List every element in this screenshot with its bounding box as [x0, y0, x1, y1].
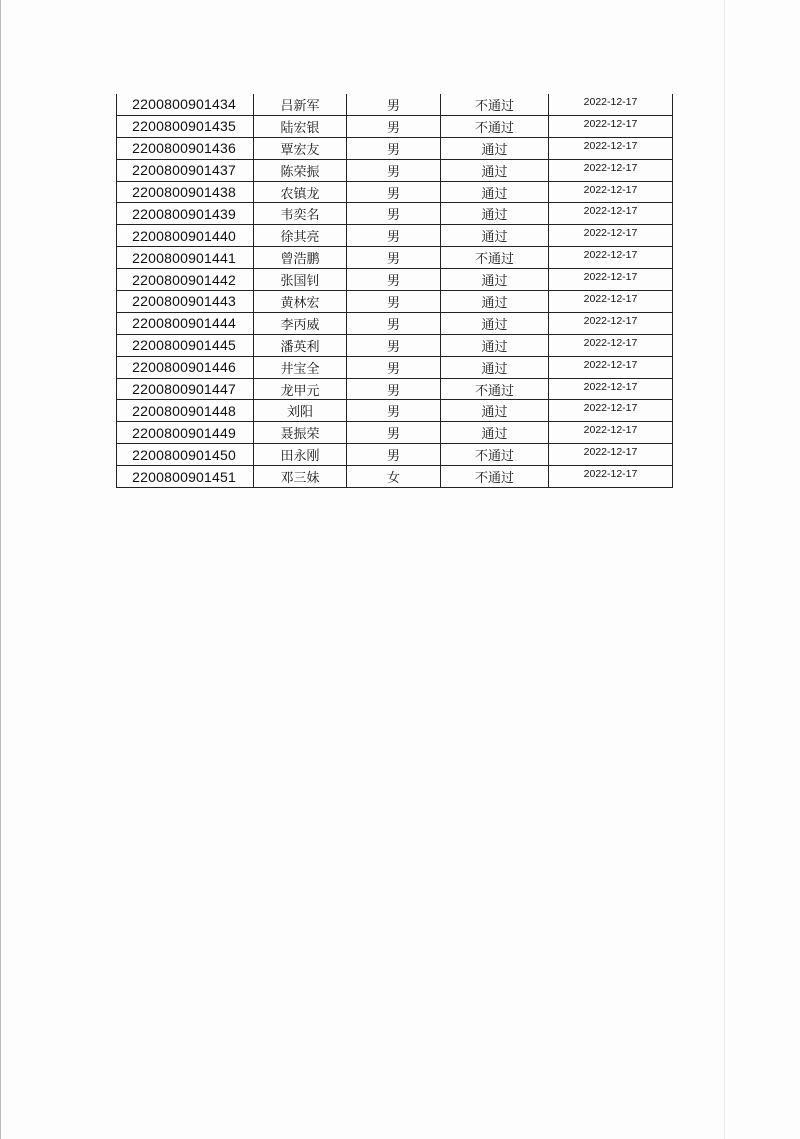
candidate-name-cell: 黄林宏	[254, 291, 347, 313]
gender-cell: 男	[347, 181, 441, 203]
table-row	[117, 269, 673, 291]
result-cell: 通过	[441, 334, 549, 356]
gender-cell: 男	[347, 225, 441, 247]
result-cell: 通过	[441, 203, 549, 225]
candidate-id-cell: 2200800901437	[117, 159, 254, 181]
date-cell: 2022-12-17	[549, 181, 673, 203]
date-cell: 2022-12-17	[549, 466, 673, 488]
table-row	[117, 400, 673, 422]
candidate-id-cell: 2200800901438	[117, 181, 254, 203]
candidate-name-cell: 农镇龙	[254, 181, 347, 203]
date-cell: 2022-12-17	[549, 225, 673, 247]
result-cell: 不通过	[441, 115, 549, 137]
table-row	[117, 203, 673, 225]
result-cell: 不通过	[441, 94, 549, 115]
table-row	[117, 181, 673, 203]
date-cell: 2022-12-17	[549, 312, 673, 334]
result-cell: 通过	[441, 356, 549, 378]
result-cell: 不通过	[441, 247, 549, 269]
result-cell: 通过	[441, 225, 549, 247]
candidate-id-cell: 2200800901436	[117, 137, 254, 159]
gender-cell: 男	[347, 356, 441, 378]
candidate-id-cell: 2200800901443	[117, 291, 254, 313]
date-cell: 2022-12-17	[549, 115, 673, 137]
gender-cell: 男	[347, 269, 441, 291]
candidate-name-cell: 聂振荣	[254, 422, 347, 444]
table-row	[117, 334, 673, 356]
candidate-id-cell: 2200800901448	[117, 400, 254, 422]
table-row	[117, 291, 673, 313]
result-cell: 不通过	[441, 378, 549, 400]
candidate-name-cell: 龙甲元	[254, 378, 347, 400]
candidate-id-cell: 2200800901435	[117, 115, 254, 137]
candidate-id-cell: 2200800901450	[117, 444, 254, 466]
result-cell: 通过	[441, 269, 549, 291]
gender-cell: 女	[347, 466, 441, 488]
gender-cell: 男	[347, 444, 441, 466]
result-cell: 不通过	[441, 444, 549, 466]
candidate-id-cell: 2200800901446	[117, 356, 254, 378]
candidate-id-cell: 2200800901447	[117, 378, 254, 400]
candidate-name-cell: 徐其亮	[254, 225, 347, 247]
date-cell: 2022-12-17	[549, 356, 673, 378]
date-cell: 2022-12-17	[549, 203, 673, 225]
candidate-name-cell: 邓三妹	[254, 466, 347, 488]
candidate-name-cell: 刘阳	[254, 400, 347, 422]
date-cell: 2022-12-17	[549, 291, 673, 313]
result-cell: 通过	[441, 181, 549, 203]
result-cell: 不通过	[441, 466, 549, 488]
candidate-name-cell: 李丙威	[254, 312, 347, 334]
gender-cell: 男	[347, 159, 441, 181]
gender-cell: 男	[347, 115, 441, 137]
result-cell: 通过	[441, 422, 549, 444]
results-table-container	[116, 94, 672, 488]
candidate-id-cell: 2200800901441	[117, 247, 254, 269]
gender-cell: 男	[347, 334, 441, 356]
date-cell: 2022-12-17	[549, 378, 673, 400]
table-row	[117, 247, 673, 269]
table-row	[117, 115, 673, 137]
candidate-name-cell: 张国钊	[254, 269, 347, 291]
result-cell: 通过	[441, 400, 549, 422]
candidate-name-cell: 井宝全	[254, 356, 347, 378]
candidate-id-cell: 2200800901440	[117, 225, 254, 247]
result-cell: 通过	[441, 291, 549, 313]
results-table	[116, 94, 673, 488]
table-row	[117, 356, 673, 378]
table-row	[117, 378, 673, 400]
gender-cell: 男	[347, 422, 441, 444]
scan-edge-mark	[724, 0, 725, 1139]
results-table-body	[117, 94, 673, 488]
table-row	[117, 312, 673, 334]
gender-cell: 男	[347, 312, 441, 334]
table-row	[117, 422, 673, 444]
gender-cell: 男	[347, 400, 441, 422]
candidate-id-cell: 2200800901442	[117, 269, 254, 291]
table-row	[117, 466, 673, 488]
candidate-name-cell: 吕新军	[254, 94, 347, 115]
candidate-id-cell: 2200800901451	[117, 466, 254, 488]
table-row	[117, 159, 673, 181]
candidate-name-cell: 覃宏友	[254, 137, 347, 159]
date-cell: 2022-12-17	[549, 247, 673, 269]
result-cell: 通过	[441, 312, 549, 334]
candidate-name-cell: 田永刚	[254, 444, 347, 466]
candidate-name-cell: 潘英利	[254, 334, 347, 356]
table-row	[117, 444, 673, 466]
date-cell: 2022-12-17	[549, 137, 673, 159]
date-cell: 2022-12-17	[549, 400, 673, 422]
result-cell: 通过	[441, 159, 549, 181]
date-cell: 2022-12-17	[549, 444, 673, 466]
date-cell: 2022-12-17	[549, 422, 673, 444]
candidate-name-cell: 陈荣振	[254, 159, 347, 181]
date-cell: 2022-12-17	[549, 334, 673, 356]
table-row	[117, 94, 673, 115]
candidate-name-cell: 曾浩鹏	[254, 247, 347, 269]
scan-edge-mark	[0, 0, 1, 1139]
gender-cell: 男	[347, 291, 441, 313]
date-cell: 2022-12-17	[549, 269, 673, 291]
candidate-id-cell: 2200800901434	[117, 94, 254, 115]
gender-cell: 男	[347, 203, 441, 225]
candidate-id-cell: 2200800901449	[117, 422, 254, 444]
date-cell: 2022-12-17	[549, 94, 673, 115]
candidate-id-cell: 2200800901445	[117, 334, 254, 356]
candidate-name-cell: 韦奕名	[254, 203, 347, 225]
candidate-id-cell: 2200800901444	[117, 312, 254, 334]
gender-cell: 男	[347, 94, 441, 115]
table-row	[117, 137, 673, 159]
date-cell: 2022-12-17	[549, 159, 673, 181]
table-row	[117, 225, 673, 247]
candidate-name-cell: 陆宏银	[254, 115, 347, 137]
result-cell: 通过	[441, 137, 549, 159]
gender-cell: 男	[347, 247, 441, 269]
gender-cell: 男	[347, 137, 441, 159]
gender-cell: 男	[347, 378, 441, 400]
candidate-id-cell: 2200800901439	[117, 203, 254, 225]
